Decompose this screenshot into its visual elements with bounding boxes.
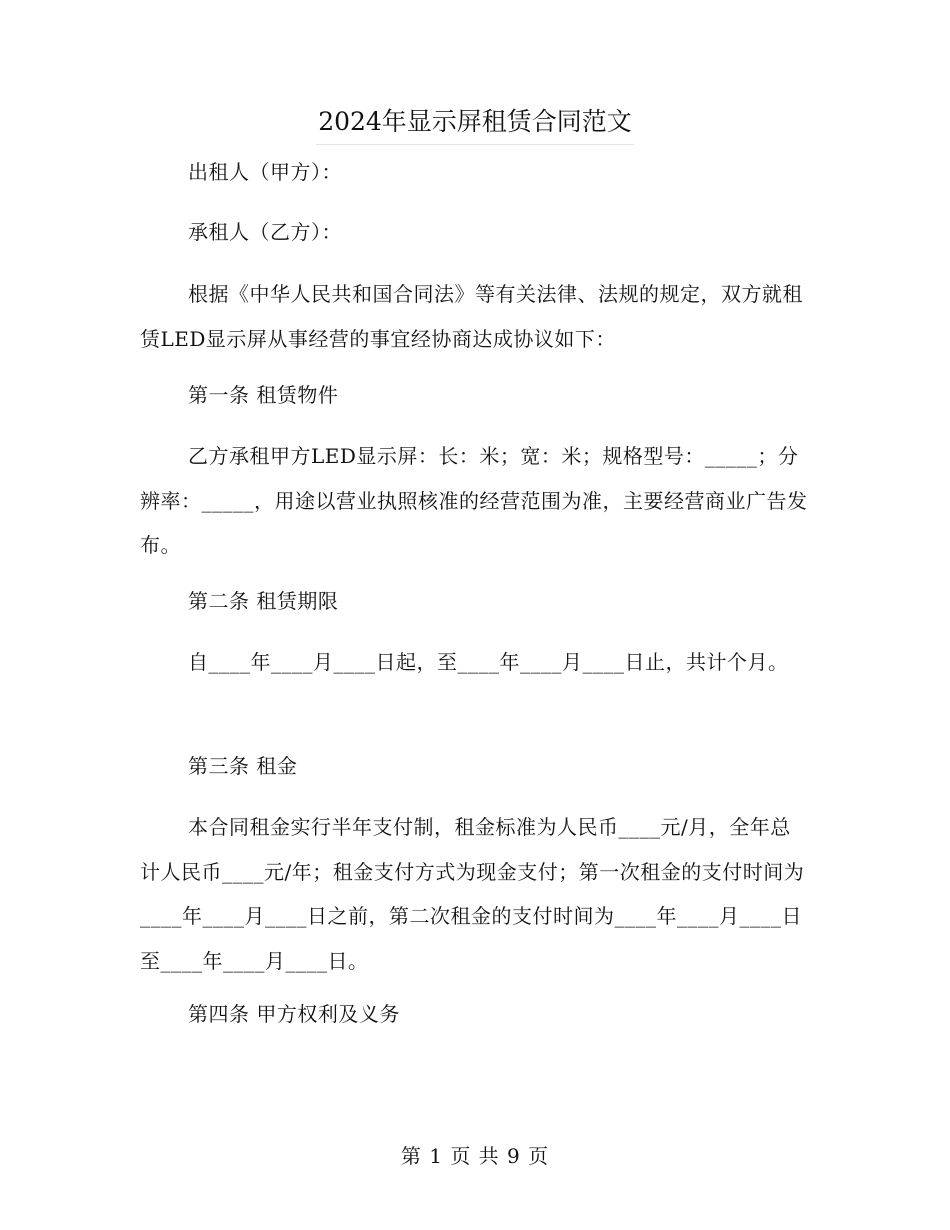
heading-article-1: 第一条 租赁物件	[188, 383, 339, 407]
heading-article-4: 第四条 甲方权利及义务	[188, 1002, 400, 1026]
document-title	[0, 104, 950, 145]
paragraph-preamble: 根据《中华人民共和国合同法》等有关法律、法规的规定，双方就租赁LED显示屏从事经营的事宜经协商达成协议如下：	[140, 282, 803, 351]
heading-article-3: 第三条 租金	[188, 754, 298, 778]
page-number: 第 1 页 共 9 页	[400, 1144, 550, 1168]
document-title-text: 2024年显示屏租赁合同范文	[316, 104, 634, 145]
paragraph-article-1: 乙方承租甲方LED显示屏：长：米；宽：米；规格型号：_____；分辨率：_____，用途以营业执照核准的经营范围为准，主要经营商业广告发布。	[140, 444, 808, 557]
paragraph-article-2: 自____年____月____日起，至____年____月____日止，共计个月。	[188, 650, 789, 674]
paragraph-lessee: 承租人（乙方）：	[188, 220, 342, 244]
paragraph-lessor: 出租人（甲方）：	[188, 160, 342, 184]
paragraph-article-3: 本合同租金实行半年支付制，租金标准为人民币____元/月，全年总计人民币____元/年；租金支付方式为现金支付；第一次租金的支付时间为____年____月____日之前，第二次租金的支付时间为____年____月____日至____年____月____日。	[140, 815, 805, 973]
heading-article-2: 第二条 租赁期限	[188, 589, 339, 613]
